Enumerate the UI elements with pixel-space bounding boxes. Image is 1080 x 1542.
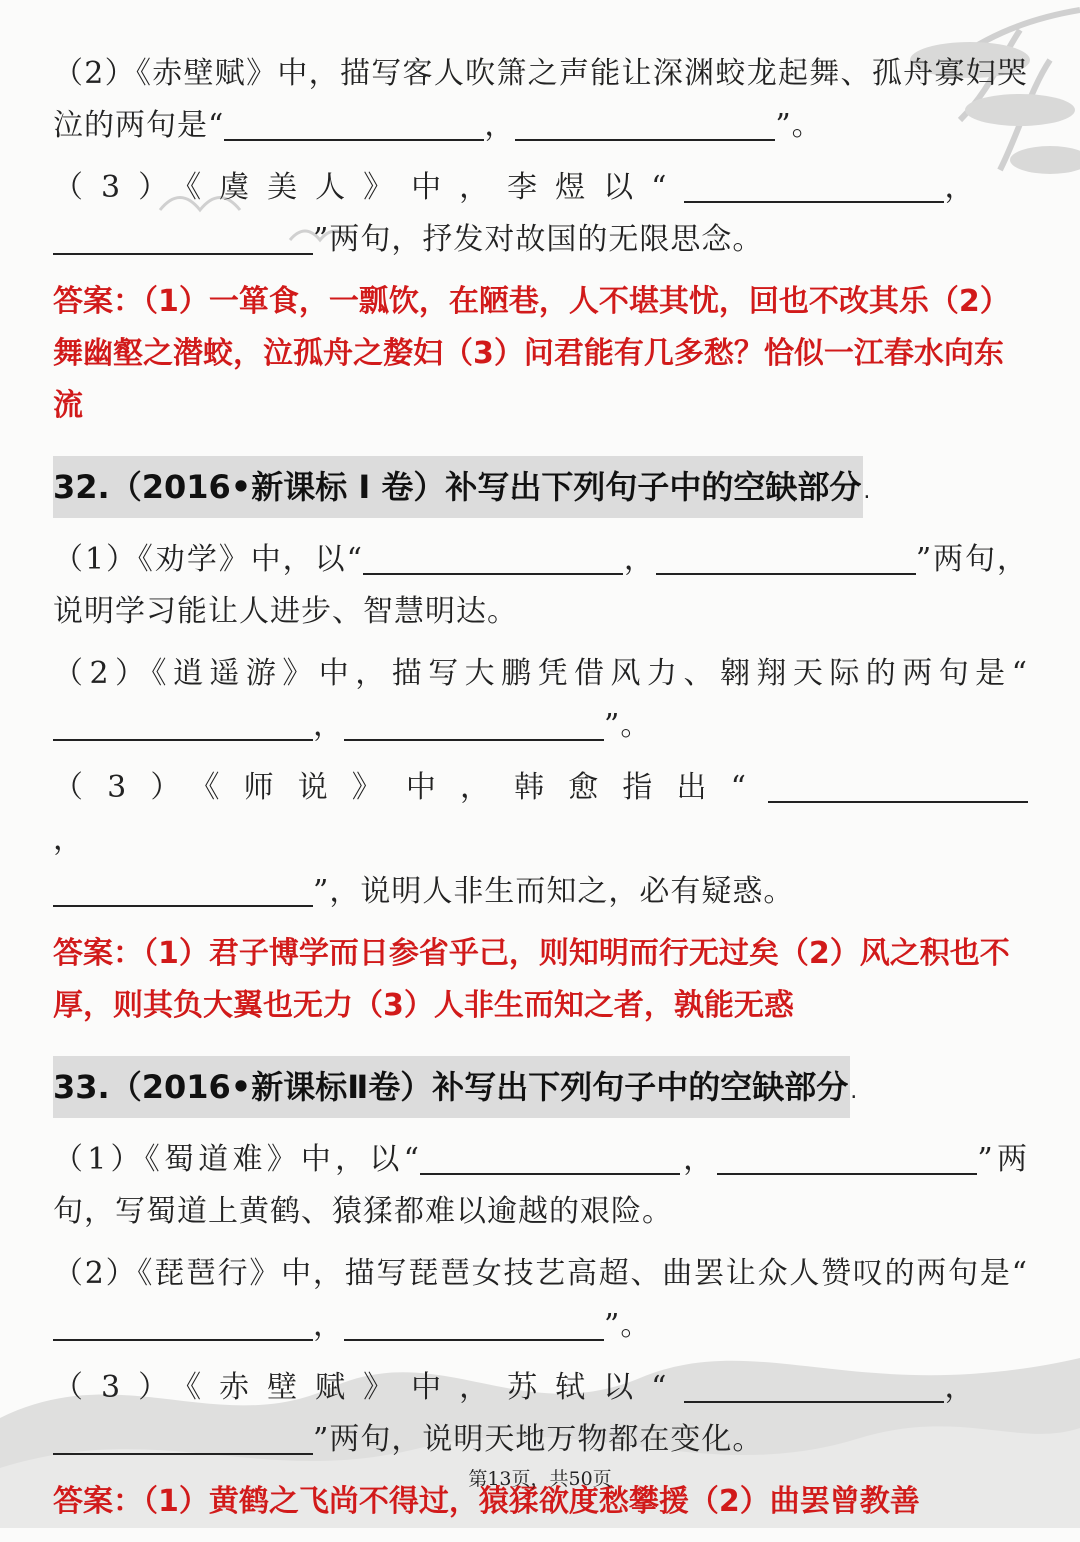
question-text: ”两句，写蜀道上黄鹤、猿猱都难以逾越的艰险。 bbox=[53, 1142, 1028, 1229]
page-number: 第13页，共50页 bbox=[468, 1468, 612, 1490]
answer-blank[interactable] bbox=[53, 1419, 313, 1455]
question-text: ， bbox=[622, 542, 656, 577]
answer-blank[interactable] bbox=[684, 167, 944, 203]
question-text: （3）《师说》中，韩愈指出“ bbox=[53, 770, 768, 805]
answer-blank[interactable] bbox=[656, 539, 916, 575]
question-text: ， bbox=[484, 108, 516, 143]
question-text: （2）《琵琶行》中，描写琵琶女技艺高超、曲罢让众人赞叹的两句是“ bbox=[53, 1256, 1028, 1291]
question-text: （1）《蜀道难》中，以“ bbox=[53, 1142, 420, 1177]
answer-blank[interactable] bbox=[344, 1305, 604, 1341]
question-heading-33 bbox=[53, 1056, 850, 1118]
answer-blank[interactable] bbox=[53, 871, 313, 907]
answer-blank[interactable] bbox=[224, 105, 484, 141]
answer-blank[interactable] bbox=[53, 705, 313, 741]
question-text: ”。 bbox=[604, 1308, 652, 1343]
answer-blank[interactable] bbox=[684, 1367, 944, 1403]
question-text: ， bbox=[313, 708, 344, 743]
question-32-1 bbox=[53, 534, 1028, 638]
question-32-3 bbox=[53, 762, 1028, 918]
heading-text: 32.（2016•新课标 I 卷）补写出下列句子中的空缺部分 bbox=[53, 468, 862, 506]
question-text: （2）《赤壁赋》中，描写客人吹箫之声能让深渊蛟龙起舞、孤舟寡妇哭泣的两句是“ bbox=[53, 56, 1028, 143]
answer-blank[interactable] bbox=[53, 219, 313, 255]
question-text: ， bbox=[944, 170, 976, 205]
question-text: （3）《虞美人》中，李煜以“ bbox=[53, 170, 685, 205]
question-heading-32 bbox=[53, 456, 863, 518]
question-text: ”。 bbox=[775, 108, 823, 143]
answer-blank[interactable] bbox=[515, 105, 775, 141]
question-text: （1）《劝学》中，以“ bbox=[53, 542, 363, 577]
question-33-3 bbox=[53, 1362, 1028, 1466]
page-content bbox=[53, 48, 1028, 1542]
question-text: ”，说明人非生而知之，必有疑惑。 bbox=[313, 874, 795, 909]
question-text: ， bbox=[313, 1308, 344, 1343]
question-text: ”两句，说明天地万物都在变化。 bbox=[313, 1422, 764, 1457]
question-text: ， bbox=[944, 1370, 976, 1405]
answer-32: 答案：（1）君子博学而日参省乎己，则知明而行无过矣（2）风之积也不厚，则其负大翼也无力（3）人非生而知之者，孰能无惑 bbox=[53, 936, 1010, 1023]
answer-blank[interactable] bbox=[717, 1139, 977, 1175]
answer-blank[interactable] bbox=[53, 1305, 313, 1341]
question-31-3 bbox=[53, 162, 1028, 266]
answer-31: 答案：（1）一箪食，一瓢饮，在陋巷，人不堪其忧，回也不改其乐（2）舞幽壑之潜蛟，泣孤舟之嫠妇（3）问君能有几多愁？恰似一江春水向东流 bbox=[53, 284, 1010, 423]
heading-tail: . bbox=[850, 1079, 858, 1104]
question-text: ”两句，抒发对故国的无限思念。 bbox=[313, 222, 764, 257]
question-text: （3）《赤壁赋》中，苏轼以“ bbox=[53, 1370, 685, 1405]
answer-blank[interactable] bbox=[363, 539, 623, 575]
question-32-2 bbox=[53, 648, 1028, 752]
question-text: ， bbox=[53, 822, 84, 857]
question-33-2 bbox=[53, 1248, 1028, 1352]
question-text: ”两句，说明学习能让人进步、智慧明达。 bbox=[53, 542, 1028, 629]
question-text: （2）《逍遥游》中，描写大鹏凭借风力、翱翔天际的两句是“ bbox=[53, 656, 1028, 691]
question-text: ， bbox=[679, 1142, 718, 1177]
answer-blank[interactable] bbox=[768, 767, 1028, 803]
answer-33: 答案：（1）黄鹤之飞尚不得过，猿猱欲度愁攀援（2）曲罢曾教善 bbox=[53, 1484, 920, 1519]
answer-blank[interactable] bbox=[420, 1139, 680, 1175]
question-31-2 bbox=[53, 48, 1028, 152]
heading-text: 33.（2016•新课标Ⅱ卷）补写出下列句子中的空缺部分 bbox=[53, 1068, 849, 1106]
question-33-1 bbox=[53, 1134, 1028, 1238]
answer-blank[interactable] bbox=[344, 705, 604, 741]
question-text: ”。 bbox=[604, 708, 652, 743]
heading-tail: . bbox=[863, 479, 871, 504]
